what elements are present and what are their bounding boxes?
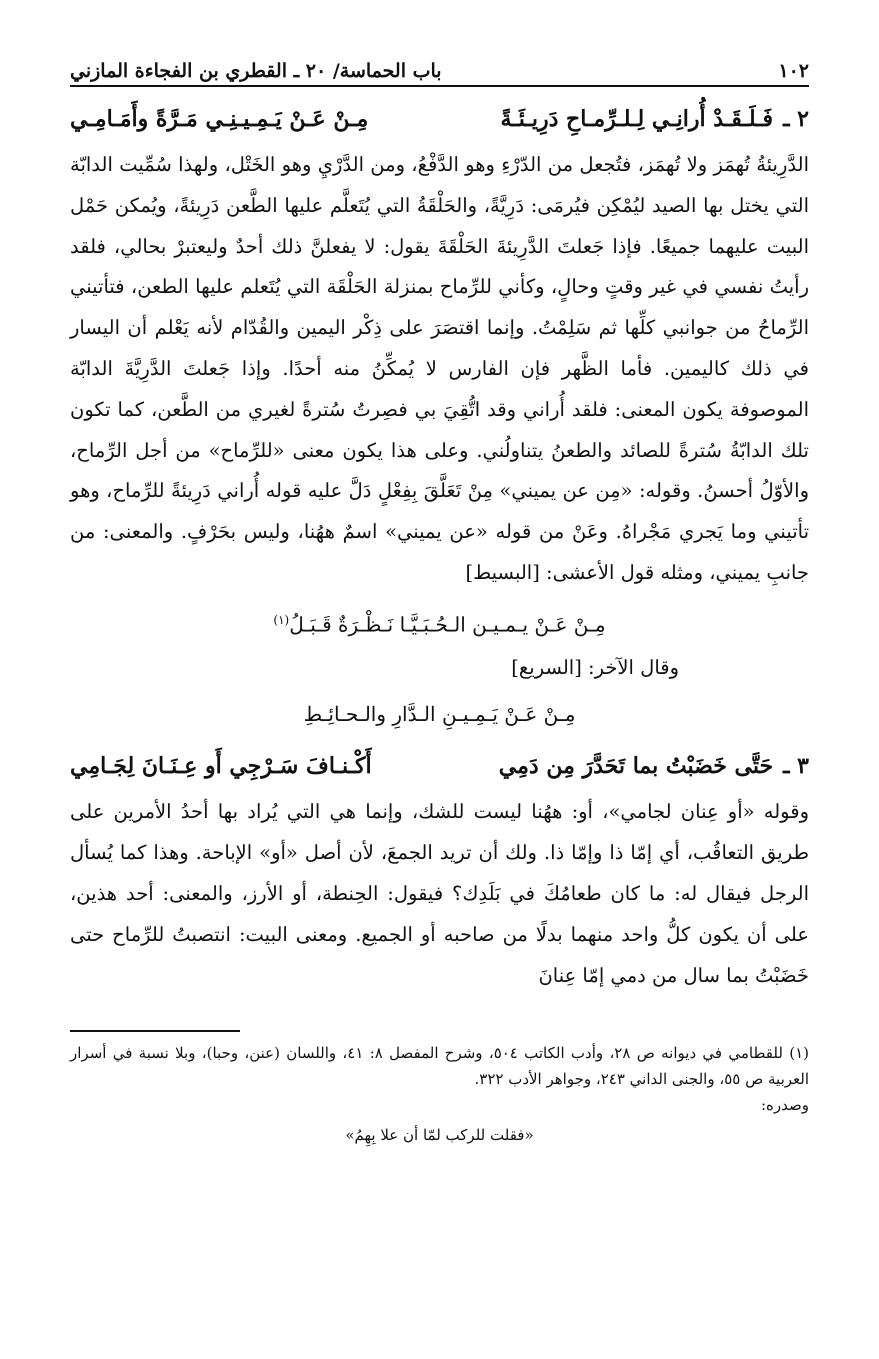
footnote-text: للقطامي في ديوانه ص ٢٨، وأدب الكاتب ٥٠٤، وشرح المفصل ٨: ٤١، واللسان (عنن، وحبا)، وبلا نسبة في أسرار العربية ص ٥٥، والجنى الداني ٢٤٣، وجواهر الأدب ٣٢٢. xyxy=(70,1044,809,1089)
footnote-label: (١) xyxy=(789,1044,809,1063)
verse-number: ٢ ـ xyxy=(783,106,809,132)
citation-intro: وقال الآخر: [السريع] xyxy=(511,656,679,680)
footnotes xyxy=(70,1030,809,1150)
poetic-citation xyxy=(70,600,809,645)
verse-hemistich-second: مِـنْ عَـنْ يَـمِـيـنِـي مَـرَّةً وأَمَـامِـي xyxy=(70,106,369,132)
commentary-paragraph: الدَّرِيئةُ تُهمَز ولا تُهمَز، فتُجعل من الدّرْءِ وهو الدَّفْعُ، ومن الدَّرْيِ وهو الخَتْل، ولهذا سُمِّيت الدابّة التي يختل بها الصيد ليُمْكِن فيُرمَى: دَرِيَّةً، والحَلْقَةُ التي يُتَعلَّم عليها الطَّعن دَرِيئةً، ويُمكن حَمْل البيت عليهما جميعًا. فإذا جَعلتَ الدَّرِيئةَ الحَلْقَةَ يقول: لا يفعلنَّ ذلك أحدٌ وليعتبرْ بحالي، فلقد رأيتُ نفسي في غير وقتٍ وحالٍ، وكأني للرِّماح بمنزلة الحَلْقَة التي يُتَعلم عليها الطعن، فتأتيني الرِّماحُ من جوانبي كلِّها ثم سَلِمْتُ. وإنما اقتصَرَ على ذِكْر اليمين والقُدّام لأنه يَعْلم أن اليسار في ذلك كاليمين. فأما الظَّهر فإن الفارس لا يُمكِّنُ منه أحدًا. وإذا جَعلتَ الدَّرِيَّةَ الدابّة الموصوفة يكون المعنى: فلقد أُراني وقد اتُّقِيَ بي فصِرتُ سُترةً لغيري من الطَّعن، كما تكون تلك الدابّةُ سُترةً للصائد والطعنُ يتناولُني. وعلى هذا يكون معنى «للرِّماح» من أجل الرِّماح، والأوّلُ أحسنُ. وقوله: «مِن عن يميني» مِنْ تَعَلَّقَ بِفِعْلٍ دَلَّ عليه قوله أُراني دَرِيئةً للرِّماح، وهو تأتيني وما يَجري مَجْراهُ. وعَنْ من قوله «عن يميني» اسمٌ ههُنا، وليس بحَرْفٍ. والمعنى: من جانبِ يميني، ومثله قول الأعشى: [البسيط] xyxy=(70,153,809,584)
footnote-sadr-label: وصدره: xyxy=(760,1096,809,1115)
footnote xyxy=(70,1040,809,1118)
running-title: باب الحماسة/ ٢٠ ـ القطري بن الفجاءة المازني xyxy=(70,60,442,82)
verse-number: ٣ ـ xyxy=(783,753,809,780)
verse-hemistich-first: حَتَّى خَضَبْتُ بما تَحَدَّرَ مِن دَمِي xyxy=(498,753,774,780)
poetic-citation-2: مِـنْ عَـنْ يَـمِـيـنِ الـدَّارِ والـحـائِـطِ xyxy=(303,702,576,727)
verse-hemistich-first: فَـلَـقَـدْ أُرانِـي لِـلـرِّمـاحِ دَرِيـئَـةً xyxy=(500,106,774,132)
citation-text: مِـنْ عَـنْ يـمـيـن الـحُـبَـيَّـا نَـظْـرَةٌ قَـبَـلُ xyxy=(289,612,606,637)
verse-2 xyxy=(70,101,809,137)
verse-hemistich-second: أَكْـنـافَ سَـرْجِي أَو عِـنَـانَ لِجَـامِي xyxy=(70,753,372,780)
page-number: ١٠٢ xyxy=(778,60,809,82)
book-page xyxy=(70,40,809,1339)
commentary-paragraph-2: وقوله «أو عِنان لجامي»، أو: ههُنا ليست للشك، وإنما هي التي يُراد بها أحدُ الأمرين على طريق التعاقُب، أي إمّا ذا وإمّا ذا. ولك أن تريد الجمعَ، لأن أصل «أو» الإباحة. وهذا كما يُسأل الرجل فيقال له: ما كان طعامُكَ في بَلَدِك؟ فيقول: الحِنطة، أو الأرز، والمعنى: أحد هذين، على أن يكون كلُّ واحد منهما بدلًا من صاحبه أو الجميع. ومعنى البيت: انتصبتُ للرِّماح حتى خَضَبْتُ بما سال من دمي إمّا عِنانَ xyxy=(70,800,809,987)
page-header xyxy=(70,40,809,87)
verse-3 xyxy=(70,748,809,784)
footnote-divider xyxy=(70,1030,240,1032)
footnote-sadr: «فقلت للركب لمّا أن علا بِهِمُ» xyxy=(345,1126,534,1145)
footnote-marker: (١) xyxy=(273,612,290,627)
